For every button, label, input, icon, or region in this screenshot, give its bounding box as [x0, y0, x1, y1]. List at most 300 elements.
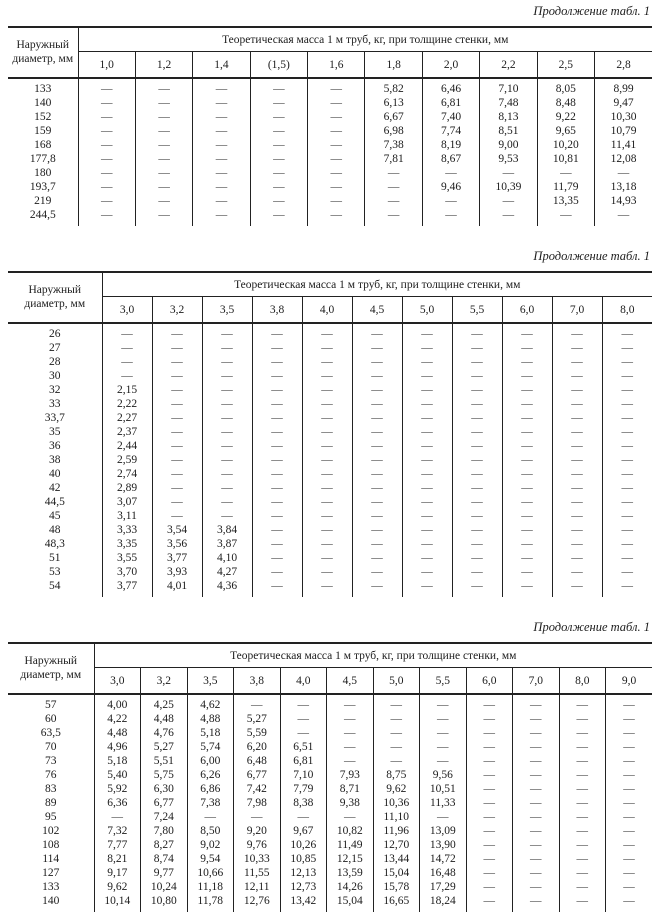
thickness-column-header: 6,0: [466, 668, 513, 695]
mass-cell: —: [559, 740, 606, 754]
mass-cell: —: [466, 866, 513, 880]
mass-cell: 6,77: [234, 768, 281, 782]
table-row: [8, 523, 652, 537]
mass-cell: —: [202, 355, 252, 369]
table-row: [8, 694, 652, 712]
diameter-cell: 219: [34, 195, 52, 207]
mass-cell: —: [135, 78, 192, 96]
mass-cell: —: [250, 110, 307, 124]
mass-cell: —: [502, 397, 552, 411]
mass-cell: 8,71: [327, 782, 374, 796]
table-header: [8, 272, 652, 323]
thickness-column-header: 1,4: [193, 52, 250, 79]
mass-cell: 13,18: [595, 180, 652, 194]
mass-cell: —: [252, 509, 302, 523]
mass-cell: —: [365, 208, 422, 226]
mass-cell: 10,82: [327, 824, 374, 838]
mass-cell: 13,44: [373, 852, 420, 866]
thickness-column-header: 3,0: [94, 668, 141, 695]
mass-cell: —: [280, 810, 327, 824]
table-row: [8, 138, 652, 152]
mass-cell: 7,79: [280, 782, 327, 796]
mass-cell: —: [302, 467, 352, 481]
mass-cell: —: [466, 796, 513, 810]
mass-cell: 16,48: [420, 866, 467, 880]
mass-cell: 6,67: [365, 110, 422, 124]
mass-cell: —: [250, 96, 307, 110]
thickness-column-header: (1,5): [250, 52, 307, 79]
mass-cell: —: [402, 579, 452, 597]
mass-cell: —: [452, 411, 502, 425]
diameter-cell: 180: [34, 167, 52, 179]
pipe-mass-table-2: [8, 271, 652, 597]
diameter-cell: 33,7: [44, 412, 65, 424]
mass-cell: —: [352, 411, 402, 425]
mass-cell: —: [559, 866, 606, 880]
mass-cell: —: [280, 694, 327, 712]
mass-cell: —: [193, 208, 250, 226]
mass-cell: —: [234, 694, 281, 712]
mass-cell: —: [102, 369, 152, 383]
table-row: [8, 180, 652, 194]
thickness-column-header: 5,5: [420, 668, 467, 695]
table-row: [8, 96, 652, 110]
mass-cell: —: [373, 726, 420, 740]
mass-cell: —: [602, 425, 652, 439]
mass-cell: —: [537, 166, 594, 180]
mass-cell: —: [187, 810, 234, 824]
mass-cell: —: [102, 355, 152, 369]
mass-cell: —: [152, 369, 202, 383]
mass-cell: 9,54: [187, 852, 234, 866]
mass-cell: —: [552, 453, 602, 467]
mass-cell: 6,30: [141, 782, 188, 796]
mass-cell: —: [466, 838, 513, 852]
mass-cell: —: [452, 453, 502, 467]
mass-cell: —: [602, 467, 652, 481]
diameter-cell: 33: [49, 398, 61, 410]
thickness-column-header: 1,0: [78, 52, 135, 79]
mass-cell: —: [308, 208, 365, 226]
thickness-column-header: 4,0: [302, 297, 352, 324]
table-row: [8, 796, 652, 810]
mass-cell: 3,70: [102, 565, 152, 579]
mass-cell: —: [602, 341, 652, 355]
mass-cell: —: [202, 341, 252, 355]
mass-cell: —: [252, 397, 302, 411]
table-row: [8, 838, 652, 852]
mass-cell: —: [420, 694, 467, 712]
diameter-cell: 27: [49, 342, 61, 354]
mass-cell: 4,96: [94, 740, 141, 754]
thickness-column-header: 4,0: [280, 668, 327, 695]
thickness-column-header: 3,5: [187, 668, 234, 695]
mass-cell: —: [280, 726, 327, 740]
mass-cell: 2,89: [102, 481, 152, 495]
mass-cell: —: [152, 355, 202, 369]
mass-cell: 6,77: [141, 796, 188, 810]
mass-cell: —: [552, 341, 602, 355]
mass-cell: —: [452, 323, 502, 341]
thickness-column-header: 3,0: [102, 297, 152, 324]
mass-cell: 13,42: [280, 894, 327, 912]
mass-cell: —: [606, 754, 653, 768]
mass-cell: 2,15: [102, 383, 152, 397]
mass-cell: —: [302, 509, 352, 523]
mass-cell: 3,77: [102, 579, 152, 597]
mass-cell: —: [152, 323, 202, 341]
mass-cell: 7,80: [141, 824, 188, 838]
mass-cell: 4,36: [202, 579, 252, 597]
mass-cell: —: [513, 866, 560, 880]
mass-cell: —: [602, 509, 652, 523]
thickness-column-header: 3,2: [152, 297, 202, 324]
mass-cell: —: [252, 481, 302, 495]
mass-cell: 18,24: [420, 894, 467, 912]
mass-cell: —: [559, 726, 606, 740]
mass-cell: 9,47: [595, 96, 652, 110]
diameter-cell: 51: [49, 552, 61, 564]
diameter-cell: 63,5: [40, 727, 61, 739]
mass-cell: —: [513, 796, 560, 810]
mass-cell: —: [152, 481, 202, 495]
mass-cell: —: [513, 824, 560, 838]
mass-cell: —: [402, 537, 452, 551]
mass-cell: —: [202, 369, 252, 383]
mass-cell: 5,51: [141, 754, 188, 768]
mass-cell: —: [252, 467, 302, 481]
mass-cell: —: [602, 537, 652, 551]
table-row: [8, 481, 652, 495]
mass-cell: —: [552, 495, 602, 509]
mass-cell: —: [466, 768, 513, 782]
mass-cell: 7,74: [422, 124, 479, 138]
mass-cell: —: [502, 439, 552, 453]
mass-cell: 13,90: [420, 838, 467, 852]
diameter-cell: 102: [42, 825, 60, 837]
diameter-cell: 95: [45, 811, 57, 823]
mass-cell: —: [352, 453, 402, 467]
mass-cell: —: [452, 565, 502, 579]
mass-cell: 12,15: [327, 852, 374, 866]
mass-cell: —: [78, 194, 135, 208]
mass-cell: —: [502, 453, 552, 467]
mass-cell: —: [308, 138, 365, 152]
diameter-cell: 73: [45, 755, 57, 767]
mass-cell: —: [402, 323, 452, 341]
mass-cell: —: [135, 152, 192, 166]
mass-cell: —: [402, 551, 452, 565]
table-row: [8, 712, 652, 726]
diameter-cell: 48: [49, 524, 61, 536]
mass-cell: 10,39: [480, 180, 537, 194]
continuation-label-3: Продолжение табл. 1: [533, 620, 650, 634]
mass-cell: —: [352, 523, 402, 537]
mass-cell: —: [552, 323, 602, 341]
mass-cell: —: [602, 411, 652, 425]
mass-cell: 12,70: [373, 838, 420, 852]
mass-cell: —: [402, 481, 452, 495]
mass-cell: 7,98: [234, 796, 281, 810]
mass-cell: —: [135, 194, 192, 208]
mass-cell: 8,05: [537, 78, 594, 96]
mass-cell: —: [202, 495, 252, 509]
mass-cell: —: [466, 782, 513, 796]
mass-cell: —: [135, 208, 192, 226]
mass-cell: —: [402, 369, 452, 383]
mass-cell: —: [420, 740, 467, 754]
mass-cell: —: [78, 110, 135, 124]
mass-cell: —: [252, 565, 302, 579]
mass-cell: —: [193, 194, 250, 208]
mass-cell: —: [252, 341, 302, 355]
mass-cell: 9,22: [537, 110, 594, 124]
table-row: [8, 852, 652, 866]
table-row: [8, 495, 652, 509]
mass-cell: —: [559, 810, 606, 824]
mass-cell: —: [152, 425, 202, 439]
mass-cell: —: [513, 712, 560, 726]
mass-cell: —: [452, 369, 502, 383]
mass-cell: —: [302, 411, 352, 425]
mass-cell: 10,30: [595, 110, 652, 124]
mass-cell: —: [193, 166, 250, 180]
mass-cell: —: [502, 369, 552, 383]
mass-cell: —: [452, 537, 502, 551]
mass-cell: —: [466, 824, 513, 838]
mass-cell: —: [78, 208, 135, 226]
mass-cell: —: [252, 425, 302, 439]
table-row: [8, 411, 652, 425]
mass-cell: —: [352, 425, 402, 439]
table-row: [8, 866, 652, 880]
table-row: [8, 768, 652, 782]
table-row: [8, 509, 652, 523]
diameter-column-header: Наружный диаметр, мм: [8, 27, 78, 78]
mass-cell: —: [606, 824, 653, 838]
mass-cell: —: [252, 355, 302, 369]
diameter-cell: 177,8: [29, 153, 56, 165]
mass-cell: —: [352, 439, 402, 453]
mass-cell: 11,41: [595, 138, 652, 152]
mass-cell: —: [552, 411, 602, 425]
table-row: [8, 166, 652, 180]
diameter-cell: 57: [45, 699, 57, 711]
mass-cell: 6,86: [187, 782, 234, 796]
diameter-cell: 28: [49, 356, 61, 368]
thickness-column-header: 9,0: [606, 668, 653, 695]
diameter-cell: 38: [49, 454, 61, 466]
mass-cell: —: [402, 467, 452, 481]
mass-cell: 5,75: [141, 768, 188, 782]
mass-cell: 6,81: [422, 96, 479, 110]
mass-cell: —: [513, 768, 560, 782]
mass-cell: 9,62: [94, 880, 141, 894]
mass-cell: —: [402, 383, 452, 397]
mass-cell: 10,51: [420, 782, 467, 796]
mass-cell: —: [308, 124, 365, 138]
thickness-column-header: 3,2: [141, 668, 188, 695]
mass-cell: 8,74: [141, 852, 188, 866]
mass-cell: —: [552, 355, 602, 369]
table-row: [8, 467, 652, 481]
mass-cell: —: [94, 810, 141, 824]
diameter-cell: 26: [49, 328, 61, 340]
diameter-cell: 152: [34, 111, 52, 123]
mass-cell: —: [552, 481, 602, 495]
mass-cell: 7,32: [94, 824, 141, 838]
mass-cell: 15,04: [373, 866, 420, 880]
mass-cell: 6,81: [280, 754, 327, 768]
mass-cell: 10,80: [141, 894, 188, 912]
mass-cell: —: [559, 754, 606, 768]
mass-cell: —: [193, 110, 250, 124]
diameter-cell: 60: [45, 713, 57, 725]
mass-cell: 12,13: [280, 866, 327, 880]
continuation-label-1: Продолжение табл. 1: [533, 4, 650, 18]
mass-cell: —: [452, 509, 502, 523]
mass-cell: —: [365, 166, 422, 180]
diameter-column-header: Наружный диаметр, мм: [8, 643, 94, 694]
mass-cell: —: [502, 383, 552, 397]
mass-cell: —: [202, 467, 252, 481]
mass-cell: 7,24: [141, 810, 188, 824]
mass-cell: 3,93: [152, 565, 202, 579]
mass-cell: 8,75: [373, 768, 420, 782]
mass-cell: 5,18: [187, 726, 234, 740]
mass-cell: —: [513, 694, 560, 712]
mass-cell: —: [420, 754, 467, 768]
mass-cell: 6,13: [365, 96, 422, 110]
mass-cell: 2,74: [102, 467, 152, 481]
mass-cell: —: [552, 383, 602, 397]
mass-cell: —: [595, 166, 652, 180]
mass-cell: —: [302, 439, 352, 453]
diameter-cell: 108: [42, 839, 60, 851]
mass-cell: —: [606, 866, 653, 880]
mass-cell: —: [466, 726, 513, 740]
mass-cell: —: [452, 341, 502, 355]
mass-cell: —: [559, 694, 606, 712]
mass-cell: —: [202, 481, 252, 495]
mass-cell: 7,10: [480, 78, 537, 96]
mass-cell: 3,84: [202, 523, 252, 537]
table-row: [8, 579, 652, 597]
mass-cell: —: [606, 782, 653, 796]
mass-cell: 4,62: [187, 694, 234, 712]
mass-cell: —: [602, 397, 652, 411]
mass-cell: —: [373, 694, 420, 712]
mass-cell: —: [78, 96, 135, 110]
mass-cell: —: [302, 537, 352, 551]
mass-cell: —: [373, 754, 420, 768]
mass-cell: 2,22: [102, 397, 152, 411]
mass-cell: —: [152, 495, 202, 509]
mass-cell: 5,82: [365, 78, 422, 96]
mass-cell: —: [152, 467, 202, 481]
table-row: [8, 208, 652, 226]
mass-cell: —: [302, 579, 352, 597]
mass-cell: —: [302, 323, 352, 341]
mass-cell: —: [606, 838, 653, 852]
thickness-column-header: 5,5: [452, 297, 502, 324]
diameter-cell: 48,3: [44, 538, 65, 550]
thickness-column-header: 4,5: [327, 668, 374, 695]
mass-cell: 9,53: [480, 152, 537, 166]
mass-cell: 5,74: [187, 740, 234, 754]
mass-cell: —: [466, 694, 513, 712]
mass-cell: —: [602, 355, 652, 369]
mass-cell: 4,22: [94, 712, 141, 726]
table-row: [8, 194, 652, 208]
mass-cell: —: [280, 712, 327, 726]
mass-cell: —: [552, 509, 602, 523]
diameter-cell: 36: [49, 440, 61, 452]
diameter-cell: 54: [49, 580, 61, 592]
table-row: [8, 894, 652, 912]
mass-cell: —: [537, 208, 594, 226]
mass-cell: 10,33: [234, 852, 281, 866]
mass-cell: 11,55: [234, 866, 281, 880]
diameter-cell: 168: [34, 139, 52, 151]
thickness-column-header: 8,0: [602, 297, 652, 324]
mass-cell: 14,26: [327, 880, 374, 894]
mass-cell: 3,56: [152, 537, 202, 551]
mass-cell: —: [250, 208, 307, 226]
mass-cell: —: [606, 740, 653, 754]
mass-cell: 9,62: [373, 782, 420, 796]
mass-cell: —: [466, 852, 513, 866]
diameter-cell: 44,5: [44, 496, 65, 508]
mass-cell: —: [559, 894, 606, 912]
mass-cell: —: [606, 810, 653, 824]
mass-cell: —: [327, 754, 374, 768]
mass-cell: —: [466, 712, 513, 726]
mass-cell: 7,93: [327, 768, 374, 782]
mass-cell: —: [152, 509, 202, 523]
table-row: [8, 782, 652, 796]
mass-cell: —: [102, 341, 152, 355]
mass-cell: 12,76: [234, 894, 281, 912]
mass-cell: —: [250, 166, 307, 180]
mass-cell: 8,51: [480, 124, 537, 138]
table-row: [8, 754, 652, 768]
mass-cell: —: [202, 383, 252, 397]
mass-cell: —: [402, 397, 452, 411]
diameter-cell: 35: [49, 426, 61, 438]
mass-cell: —: [559, 782, 606, 796]
mass-cell: —: [352, 341, 402, 355]
mass-group-header: Теоретическая масса 1 м труб, кг, при толщине стенки, мм: [78, 27, 652, 52]
mass-cell: —: [402, 495, 452, 509]
mass-cell: —: [452, 425, 502, 439]
mass-cell: —: [606, 796, 653, 810]
mass-cell: —: [202, 323, 252, 341]
table-row: [8, 369, 652, 383]
mass-group-header: Теоретическая масса 1 м труб, кг, при толщине стенки, мм: [94, 643, 652, 668]
mass-cell: —: [502, 537, 552, 551]
diameter-cell: 42: [49, 482, 61, 494]
table-row: [8, 78, 652, 96]
mass-cell: 8,38: [280, 796, 327, 810]
mass-cell: —: [252, 579, 302, 597]
table-row: [8, 152, 652, 166]
mass-cell: —: [202, 411, 252, 425]
mass-cell: —: [606, 712, 653, 726]
mass-cell: —: [452, 383, 502, 397]
mass-cell: —: [480, 208, 537, 226]
mass-cell: —: [513, 782, 560, 796]
